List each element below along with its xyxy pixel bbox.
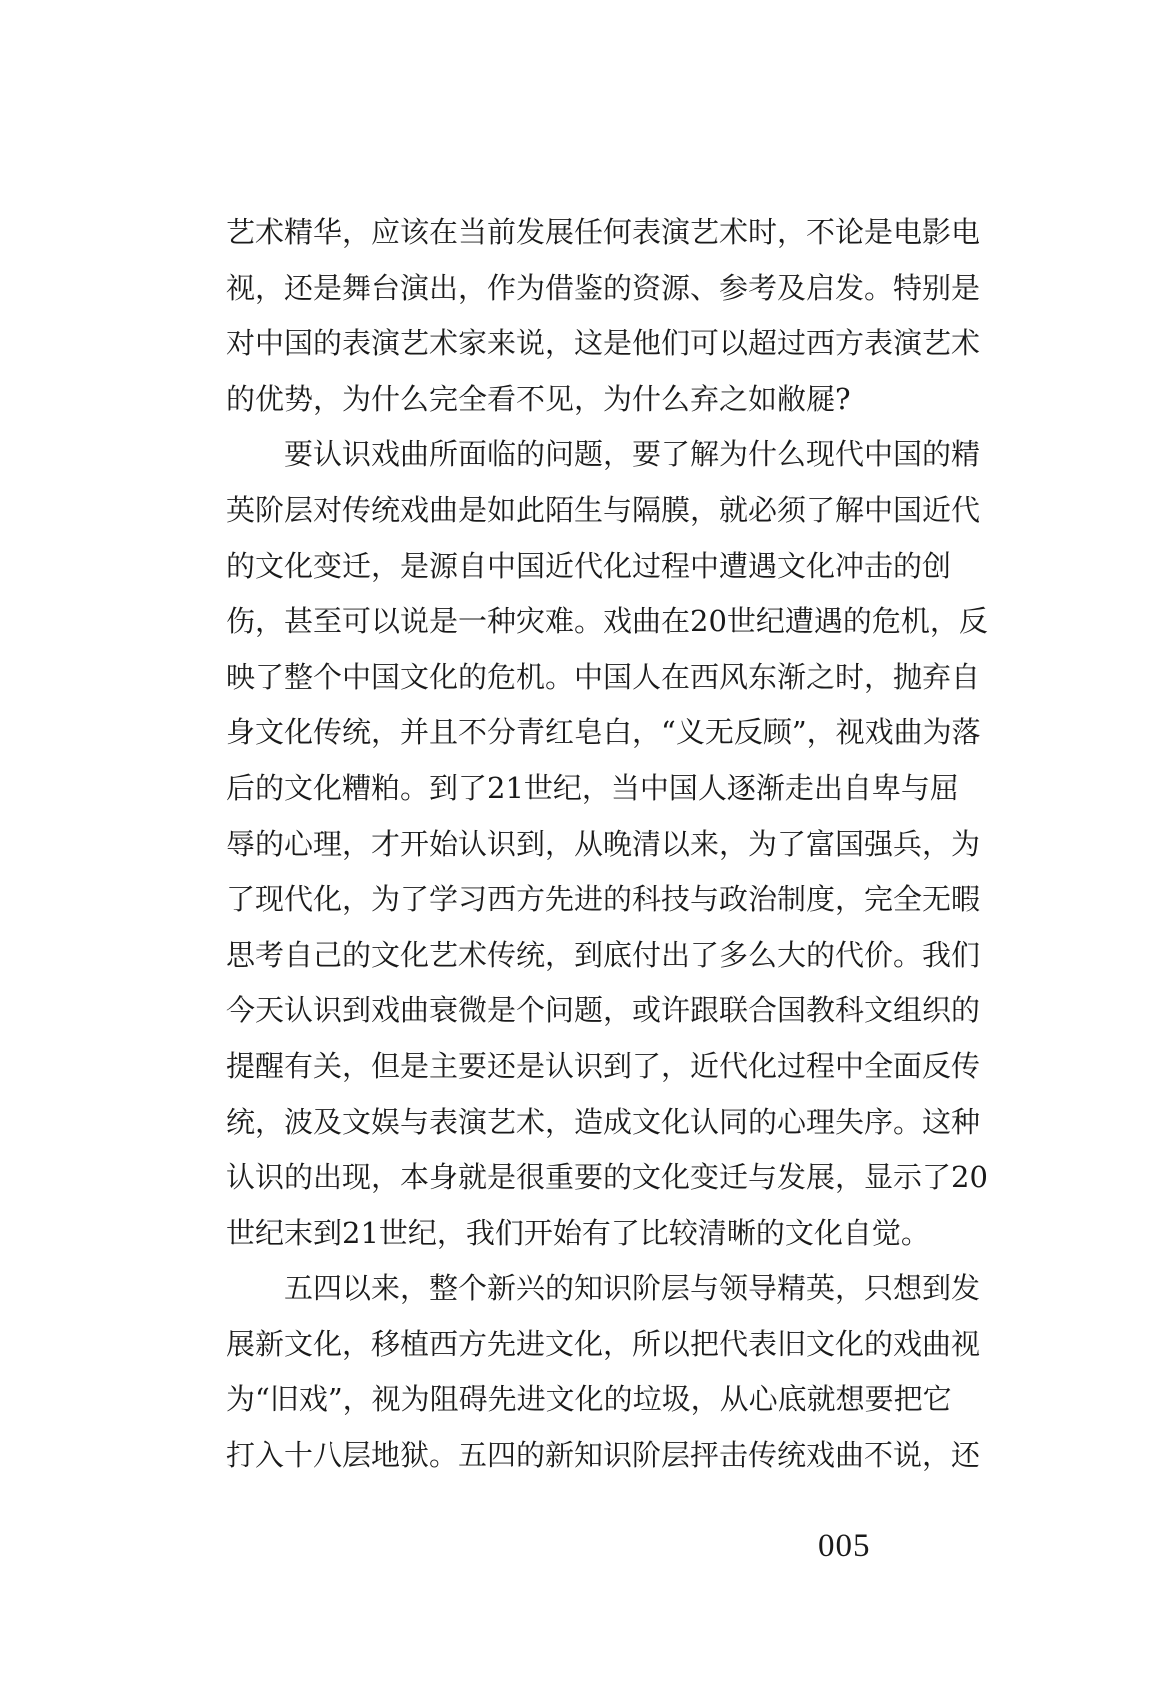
- text-line: 后的文化糟粕。到了21世纪，当中国人逐渐走出自卑与屈: [226, 770, 959, 805]
- text-line: 英阶层对传统戏曲是如此陌生与隔膜，就必须了解中国近代: [226, 492, 981, 527]
- text-line: 身文化传统，并且不分青红皂白，“义无反顾”，视戏曲为落: [226, 715, 981, 750]
- body-text: [226, 205, 988, 1484]
- text-line: 世纪末到21世纪，我们开始有了比较清晰的文化自觉。: [226, 1215, 930, 1250]
- page-number: 005: [818, 1528, 871, 1564]
- text-line: 认识的出现，本身就是很重要的文化变迁与发展，显示了20: [226, 1160, 988, 1195]
- text-line: 的文化变迁，是源自中国近代化过程中遭遇文化冲击的创: [226, 548, 952, 583]
- text-line: 视，还是舞台演出，作为借鉴的资源、参考及启发。特别是: [226, 270, 981, 305]
- text-line: 五四以来，整个新兴的知识阶层与领导精英，只想到发: [226, 1271, 981, 1306]
- text-line: 的优势，为什么完全看不见，为什么弃之如敝屣?: [226, 381, 851, 416]
- text-line: 伤，甚至可以说是一种灾难。戏曲在20世纪遭遇的危机，反: [226, 604, 988, 639]
- text-line: 思考自己的文化艺术传统，到底付出了多么大的代价。我们: [226, 937, 981, 972]
- text-line: 艺术精华，应该在当前发展任何表演艺术时，不论是电影电: [226, 215, 981, 249]
- text-line: 要认识戏曲所面临的问题，要了解为什么现代中国的精: [226, 437, 981, 472]
- text-line: 为“旧戏”，视为阻碍先进文化的垃圾，从心底就想要把它: [226, 1382, 952, 1417]
- text-line: 辱的心理，才开始认识到，从晚清以来，为了富国强兵，为: [226, 826, 981, 861]
- text-line: 了现代化，为了学习西方先进的科技与政治制度，完全无暇: [226, 882, 981, 917]
- text-line: 展新文化，移植西方先进文化，所以把代表旧文化的戏曲视: [226, 1326, 981, 1361]
- text-line: 映了整个中国文化的危机。中国人在西风东渐之时，抛弃自: [226, 659, 981, 694]
- text-line: 对中国的表演艺术家来说，这是他们可以超过西方表演艺术: [226, 326, 981, 361]
- text-line: 打入十八层地狱。五四的新知识阶层抨击传统戏曲不说，还: [226, 1438, 981, 1473]
- text-line: 统，波及文娱与表演艺术，造成文化认同的心理失序。这种: [226, 1104, 981, 1139]
- text-line: 今天认识到戏曲衰微是个问题，或许跟联合国教科文组织的: [226, 993, 981, 1028]
- text-line: 提醒有关，但是主要还是认识到了，近代化过程中全面反传: [226, 1048, 981, 1083]
